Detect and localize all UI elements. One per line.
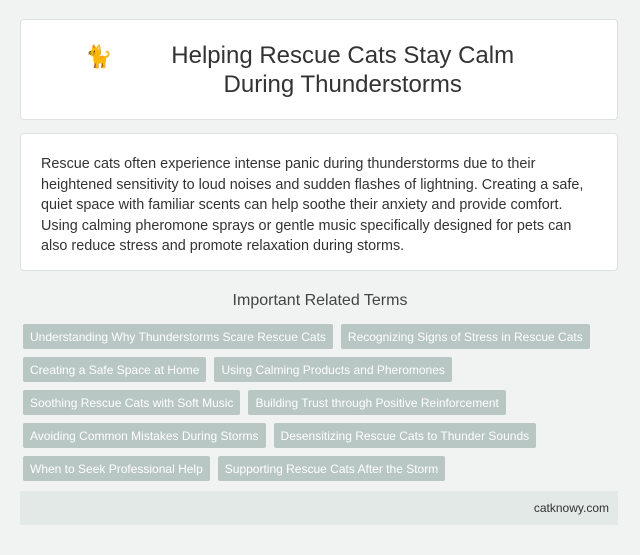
term-tag[interactable]: Creating a Safe Space at Home [23, 357, 206, 382]
term-tag[interactable]: Recognizing Signs of Stress in Rescue Cats [341, 324, 590, 349]
term-tag[interactable]: Avoiding Common Mistakes During Storms [23, 423, 266, 448]
term-tag[interactable]: Building Trust through Positive Reinforcement [248, 390, 505, 415]
term-tag[interactable]: Soothing Rescue Cats with Soft Music [23, 390, 240, 415]
title-card [20, 19, 618, 120]
cat-icon: 🐈 [85, 43, 113, 69]
term-tag[interactable]: Supporting Rescue Cats After the Storm [218, 456, 445, 481]
term-tag[interactable]: Understanding Why Thunderstorms Scare Rescue Cats [23, 324, 333, 349]
term-tag[interactable]: When to Seek Professional Help [23, 456, 210, 481]
description-card [20, 133, 618, 271]
related-terms-heading: Important Related Terms [232, 292, 408, 309]
footer [20, 491, 618, 525]
term-tag[interactable]: Desensitizing Rescue Cats to Thunder Sounds [274, 423, 537, 448]
page-title: Helping Rescue Cats Stay Calm During Thunderstorms [171, 41, 515, 98]
footer-site-link[interactable]: catknowy.com [533, 501, 609, 515]
related-terms-list [23, 324, 623, 489]
title-wrap [85, 41, 552, 99]
description-text: Rescue cats often experience intense panic during thunderstorms due to their heightened sensitivity to loud noises and sudden flashes of lightning. Creating a safe, quiet space with familiar scents can help soothe their anxiety and provide comfort. Using calming pheromone sprays or gentle music specifically designed for pets can also reduce stress and promote relaxation during storms. [41, 156, 584, 254]
term-tag[interactable]: Using Calming Products and Pheromones [214, 357, 451, 382]
